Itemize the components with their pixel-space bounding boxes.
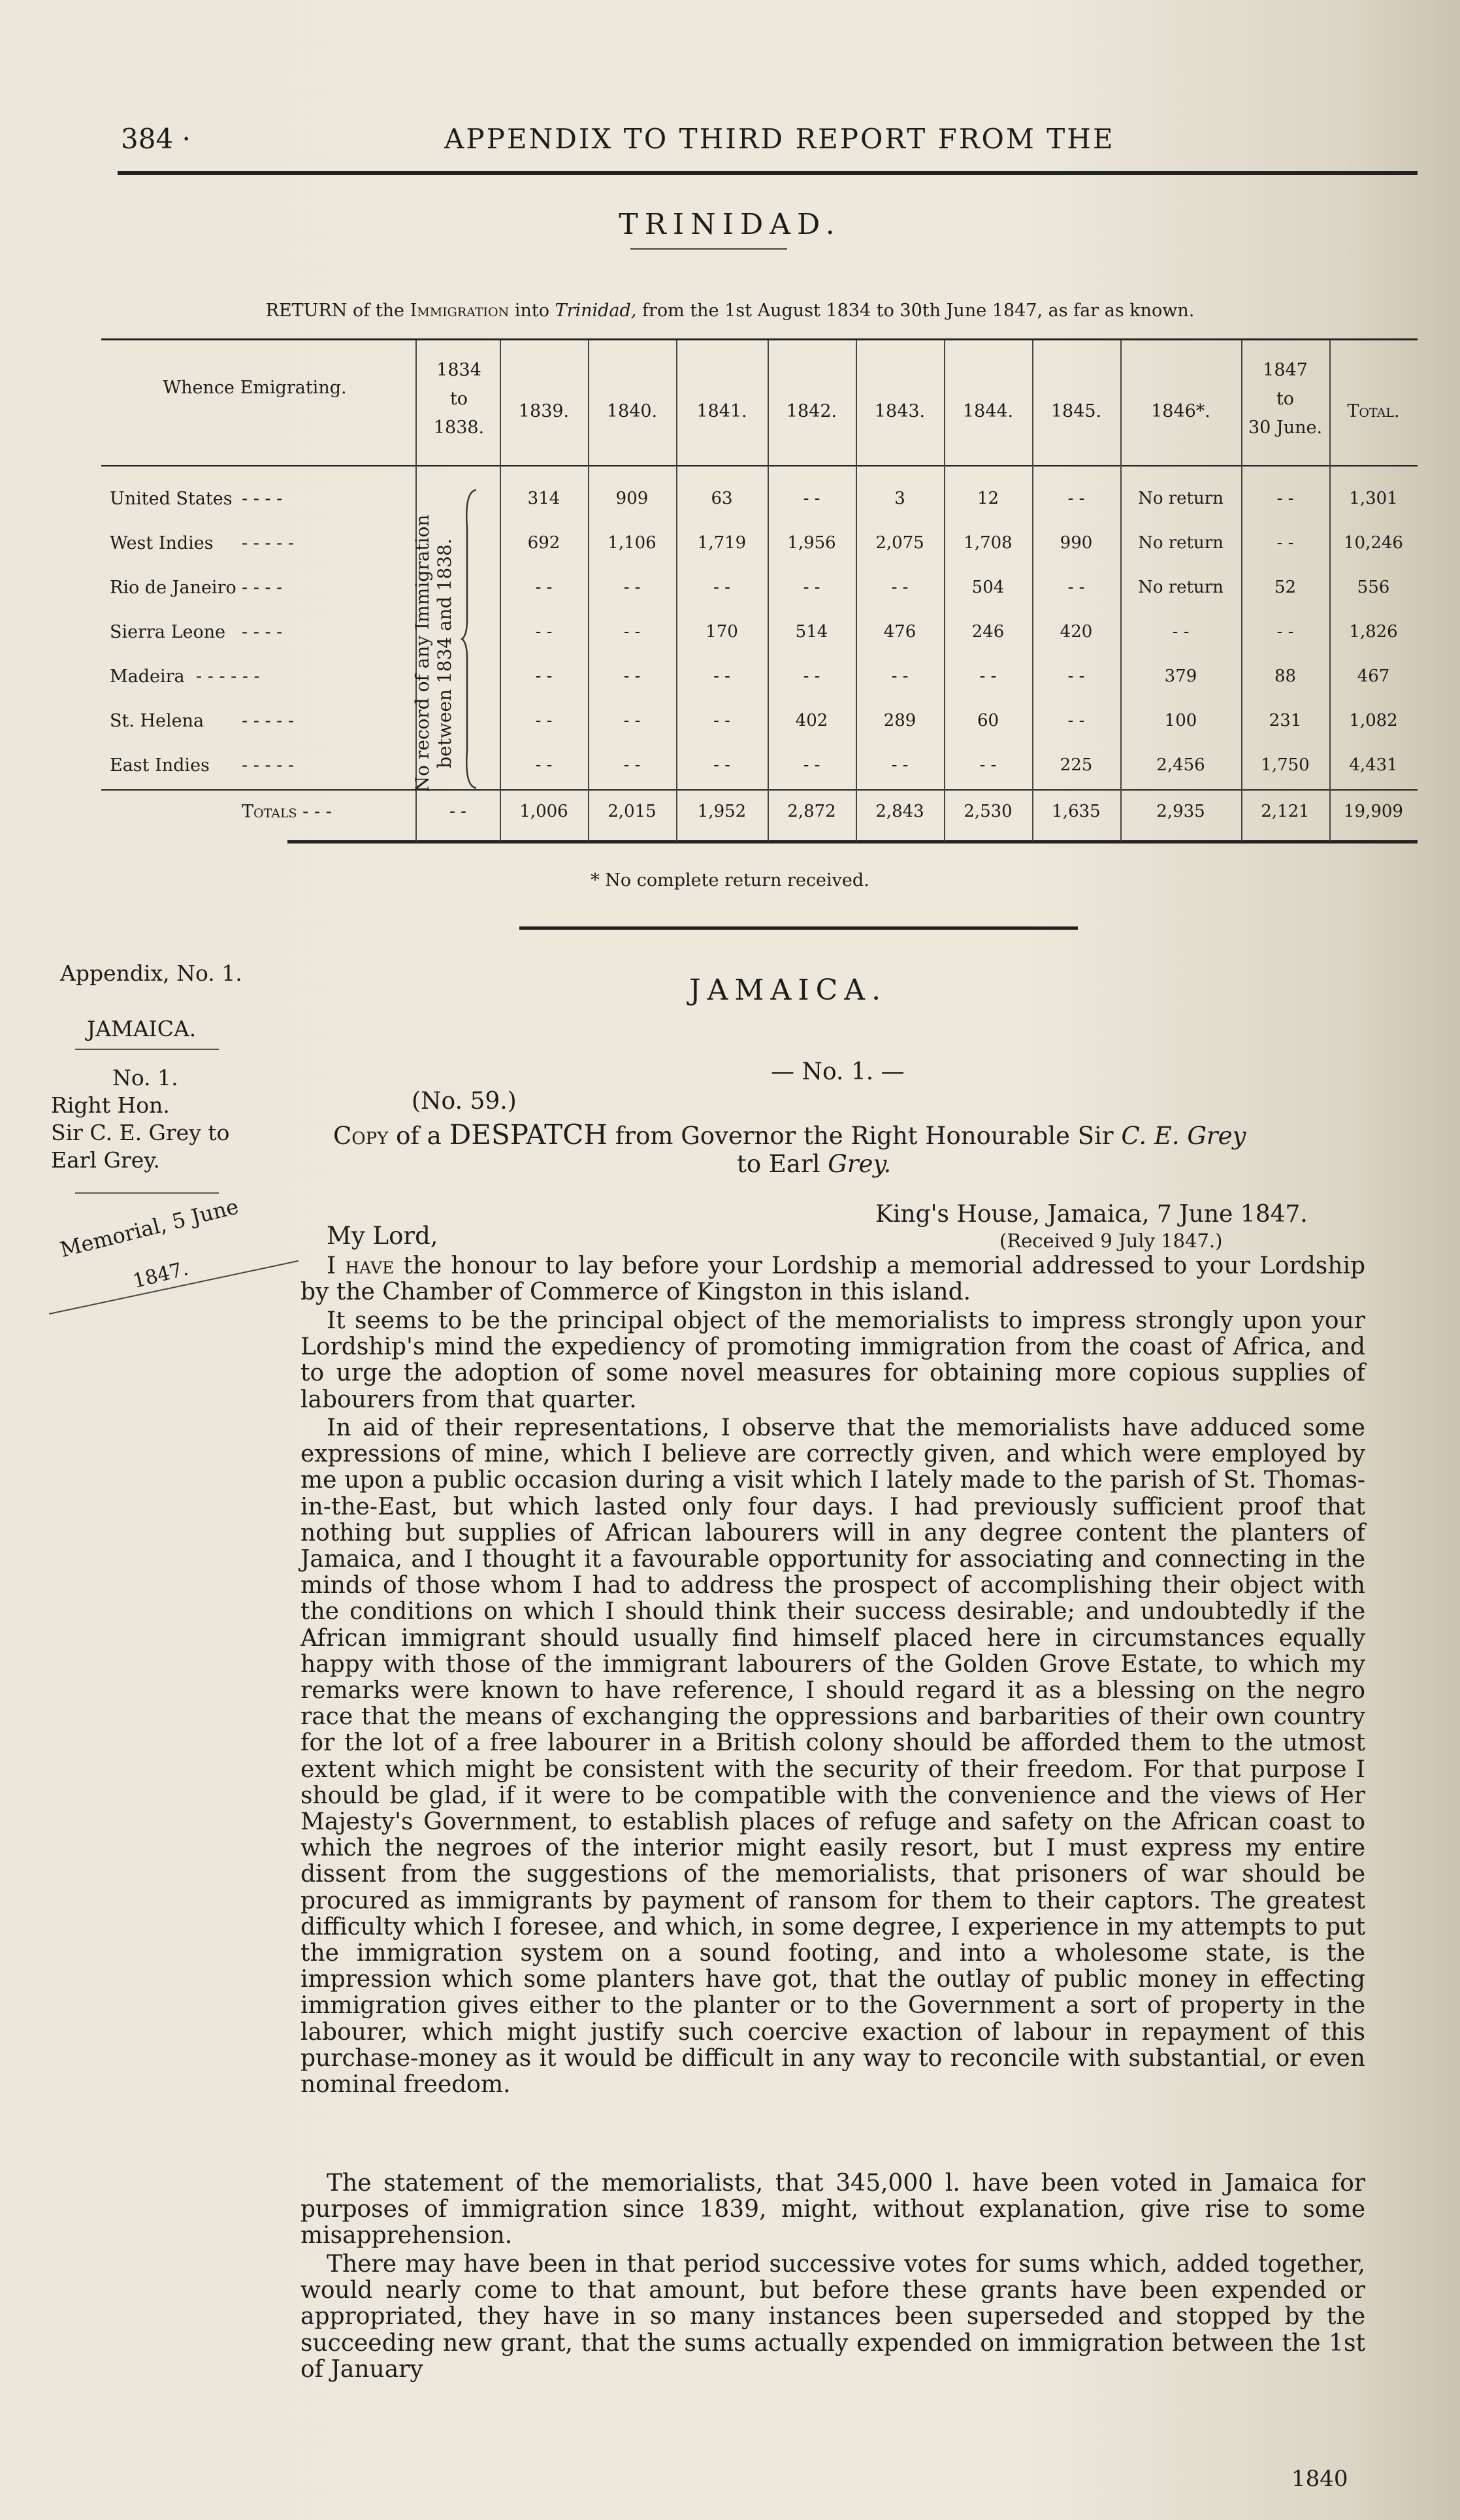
table-cell: 467 bbox=[1357, 666, 1390, 686]
table-cell: - - bbox=[891, 755, 909, 775]
table-cell: - - bbox=[803, 666, 820, 686]
table-cell: 3 bbox=[894, 489, 905, 508]
sidebar-appendix: Appendix, No. 1. bbox=[60, 960, 242, 986]
row-origin: Sierra Leone bbox=[110, 622, 226, 642]
paragraph-2 bbox=[300, 1308, 1365, 1413]
catchword: 1840 bbox=[1291, 2466, 1348, 2492]
table-cell: - - bbox=[535, 666, 553, 686]
table-cell: 231 bbox=[1269, 711, 1302, 730]
table-cell: - - bbox=[713, 578, 730, 597]
row-origin: St. Helena bbox=[110, 711, 204, 731]
row-origin: Madeira bbox=[110, 666, 185, 687]
table-cell: 88 bbox=[1274, 666, 1297, 686]
header-1834-line: 1838. bbox=[433, 417, 485, 438]
table-cell: 1,719 bbox=[697, 533, 747, 553]
table-caption bbox=[0, 301, 1460, 321]
totals-label bbox=[242, 802, 332, 822]
table-cell: - - bbox=[891, 666, 909, 686]
row-leader-dots: - - - - bbox=[242, 578, 283, 598]
table-cell: 1,106 bbox=[608, 533, 657, 553]
table-cell: - - bbox=[803, 755, 820, 775]
table-cell: 379 bbox=[1164, 666, 1197, 686]
header-1845: 1845. bbox=[1050, 401, 1102, 421]
header-1834-line: 1834 bbox=[436, 360, 481, 380]
header-1844: 1844. bbox=[962, 401, 1014, 421]
table-cell: 52 bbox=[1274, 578, 1297, 597]
table-cell: 692 bbox=[527, 533, 560, 553]
totals-cell: 2,530 bbox=[964, 802, 1013, 821]
table-cell: - - bbox=[535, 578, 553, 597]
sidebar-rule bbox=[75, 1049, 219, 1050]
paragraph-text: The statement of the memorialists, that 345,000 l. have been voted in Jamaica for purposes of immigration since 1839, might, without explanation, give rise to some misapprehension. bbox=[300, 2170, 1365, 2250]
table-header-rule bbox=[101, 465, 1418, 466]
header-rule bbox=[118, 171, 1418, 175]
caption-text: from the 1st August 1834 to 30th June 1847, as far as known. bbox=[641, 301, 1195, 321]
totals-cell: 2,872 bbox=[787, 802, 836, 821]
heading-text: to Earl bbox=[737, 1150, 820, 1178]
table-cell: 170 bbox=[706, 622, 738, 642]
totals-cell: 19,909 bbox=[1344, 802, 1403, 821]
table-cell: 225 bbox=[1060, 755, 1093, 775]
table-cell: - - bbox=[1172, 622, 1190, 642]
totals-cell: 1,006 bbox=[519, 802, 568, 821]
table-cell: - - bbox=[803, 578, 820, 597]
received-date: (Received 9 July 1847.) bbox=[999, 1230, 1223, 1252]
opening-words: I have bbox=[327, 1252, 395, 1279]
table-cell: No return bbox=[1138, 489, 1224, 508]
paragraph-text: There may have been in that period successive votes for sums which, added together, would nearly come to that amount, but before these grants have been expended or appropriated, they have in so many instances been superseded and stopped by the succeeding new grant, that the sums actually expended on immigration between the 1st of January bbox=[300, 2251, 1365, 2383]
caption-text: RETURN of the bbox=[265, 301, 404, 321]
trinidad-title: TRINIDAD. bbox=[619, 208, 841, 241]
row-leader-dots: - - - - - bbox=[242, 533, 294, 553]
place-date: King's House, Jamaica, 7 June 1847. bbox=[875, 1201, 1308, 1228]
sidebar-line: Sir C. E. Grey to bbox=[51, 1120, 230, 1145]
table-cell: - - bbox=[1276, 533, 1294, 553]
despatch-heading bbox=[333, 1119, 1246, 1151]
table-cell: 556 bbox=[1357, 578, 1390, 597]
heading-name: C. E. Grey bbox=[1121, 1122, 1246, 1150]
despatch-word: DESPATCH bbox=[449, 1119, 608, 1151]
sidebar-jamaica: JAMAICA. bbox=[87, 1016, 197, 1041]
heading-text: of a bbox=[396, 1122, 442, 1150]
table-cell: - - bbox=[1067, 489, 1085, 508]
table-cell: 10,246 bbox=[1344, 533, 1403, 553]
sidebar-line: Earl Grey. bbox=[51, 1147, 160, 1173]
table-bottom-rule bbox=[287, 840, 1418, 843]
row-leader-dots: - - - - bbox=[242, 489, 283, 509]
totals-cell-1834: - - bbox=[449, 802, 466, 821]
table-cell: - - bbox=[623, 666, 641, 686]
table-cell: No return bbox=[1138, 578, 1224, 597]
table-cell: 990 bbox=[1060, 533, 1093, 553]
totals-cell: 2,843 bbox=[875, 802, 924, 821]
table-cell: - - bbox=[1067, 711, 1085, 730]
despatch-number: — No. 1. — bbox=[771, 1058, 905, 1085]
jamaica-title: JAMAICA. bbox=[689, 974, 888, 1007]
table-cell: 12 bbox=[977, 489, 999, 508]
table-cell: 1,708 bbox=[964, 533, 1013, 553]
table-cell: - - bbox=[979, 666, 997, 686]
table-cell: - - bbox=[623, 578, 641, 597]
paragraph-1 bbox=[300, 1253, 1365, 1305]
section-rule bbox=[519, 926, 1078, 930]
table-cell: - - bbox=[713, 755, 730, 775]
table-cell: 2,456 bbox=[1156, 755, 1205, 775]
header-1843: 1843. bbox=[874, 401, 926, 421]
sidebar-memorial: Memorial, 5 June bbox=[57, 1194, 241, 1262]
row-leader-dots: - - - - - - bbox=[196, 666, 260, 687]
running-title: APPENDIX TO THIRD REPORT FROM THE bbox=[444, 123, 1115, 155]
totals-cell: 1,635 bbox=[1052, 802, 1101, 821]
header-1846: 1846*. bbox=[1151, 401, 1210, 421]
table-cell: - - bbox=[713, 666, 730, 686]
table-cell: No return bbox=[1138, 533, 1224, 553]
row-leader-dots: - - - - - bbox=[242, 711, 294, 731]
paragraph-text: In aid of their representations, I observe that the memorialists have adduced some expressions of mine, which I believe are correctly given, and which were employed by me upon a public occasion during a visit which I lately made to the parish of St. Thomas-in-the-East, but which lasted only four days. I had previously sufficient proof that nothing but supplies of African labourers will in any degree content the planters of Jamaica, and I thought it a favourable opportunity for associating and connecting in the minds of those whom I had to address the prospect of accomplishing their object with the conditions on which I should think their success desirable; and undoubtedly if the African immigrant should usually find himself placed here in circumstances equally happy with those of the immigrant labourers of the Golden Grove Estate, to which my remarks were known to have reference, I should regard it as a blessing on the negro race that the means of exchanging the oppressions and barbarities of their own country for the lot of a free labourer in a British colony should be afforded them to the utmost extent which might be consistent with the security of their freedom. For that purpose I should be glad, if it were to be compatible with the convenience and the views of Her Majesty's Government, to establish places of refuge and safety on the African coast to which the negroes of the interior might easily resort, but I must express my entire dissent from the suggestions of the memorialists, that prisoners of war should be procured as immigrants by payment of ransom for them to their captors. The greatest difficulty which I foresee, and which, in some degree, I experience in my attempts to put the immigration system on a sound footing, and into a wholesome state, is the impression which some planters have got, that the outlay of public money in effecting immigration gives either to the planter or to the Government a sort of property in the labourer, which might justify such coercive exaction of labour in repayment of this purchase-money as it would be difficult in any way to reconcile with substantial, or even nominal freedom. bbox=[300, 1415, 1365, 2099]
totals-rule bbox=[101, 789, 1418, 791]
header-1847 bbox=[1241, 356, 1329, 442]
table-cell: - - bbox=[713, 711, 730, 730]
table-cell: 1,082 bbox=[1349, 711, 1398, 730]
copy-word: Copy bbox=[333, 1122, 389, 1150]
table-footnote: * No complete return received. bbox=[591, 870, 869, 891]
table-cell: - - bbox=[623, 622, 641, 642]
table-cell: - - bbox=[1067, 666, 1085, 686]
totals-cell: 2,121 bbox=[1261, 802, 1310, 821]
table-cell: - - bbox=[535, 622, 553, 642]
totals-cell: 1,952 bbox=[697, 802, 747, 821]
header-1847-line: 1847 bbox=[1263, 360, 1308, 380]
table-cell: 1,301 bbox=[1349, 489, 1398, 508]
sidebar-line: Right Hon. bbox=[51, 1092, 170, 1118]
header-1834-line: to bbox=[449, 389, 468, 409]
sidebar-memorial-year: 1847. bbox=[131, 1257, 191, 1293]
table-cell: - - bbox=[623, 755, 641, 775]
table-cell: 246 bbox=[971, 622, 1005, 642]
table-cell: - - bbox=[803, 489, 820, 508]
page-number: 384 · bbox=[121, 123, 191, 155]
table-cell: 60 bbox=[977, 711, 999, 730]
row-leader-dots: - - - - - bbox=[242, 755, 294, 776]
sidebar-no1: No. 1. bbox=[112, 1065, 178, 1090]
header-1841: 1841. bbox=[696, 401, 747, 421]
table-cell: 1,956 bbox=[787, 533, 836, 553]
heading-name: Grey. bbox=[828, 1150, 892, 1178]
table-cell: - - bbox=[891, 578, 909, 597]
table-cell: 314 bbox=[527, 489, 560, 508]
table-cell: 2,075 bbox=[875, 533, 924, 553]
table-cell: 63 bbox=[711, 489, 733, 508]
row-origin: Rio de Janeiro bbox=[110, 578, 236, 598]
despatch-heading-2 bbox=[737, 1150, 891, 1178]
table-cell: 402 bbox=[795, 711, 828, 730]
table-top-rule bbox=[101, 338, 1418, 340]
header-1847-line: 30 June. bbox=[1248, 417, 1323, 438]
row-origin: United States bbox=[110, 489, 233, 509]
table-cell: 909 bbox=[615, 489, 649, 508]
table-cell: 420 bbox=[1060, 622, 1093, 642]
table-cell: - - bbox=[535, 755, 553, 775]
table-cell: 1,750 bbox=[1261, 755, 1310, 775]
caption-place: Trinidad, bbox=[555, 301, 637, 321]
header-1834 bbox=[418, 356, 500, 442]
totals-cell: 2,935 bbox=[1156, 802, 1205, 821]
header-total: Total. bbox=[1347, 401, 1400, 421]
title-underline bbox=[630, 248, 787, 250]
header-1839: 1839. bbox=[518, 401, 570, 421]
brace-icon bbox=[461, 489, 478, 789]
table-cell: - - bbox=[1276, 489, 1294, 508]
table-cell: 476 bbox=[883, 622, 917, 642]
header-1840: 1840. bbox=[606, 401, 658, 421]
table-cell: - - bbox=[623, 711, 641, 730]
table-cell: - - bbox=[535, 711, 553, 730]
table-cell: 4,431 bbox=[1349, 755, 1398, 775]
row-origin: West Indies bbox=[110, 533, 214, 553]
no-record-note: No record of any Immigration between 1834 and 1838. bbox=[412, 514, 455, 793]
paragraph-5 bbox=[300, 2251, 1365, 2383]
caption-text: into bbox=[514, 301, 549, 321]
sidebar-rule bbox=[75, 1192, 219, 1194]
row-origin: East Indies bbox=[110, 755, 210, 776]
header-whence: Whence Emigrating. bbox=[163, 378, 347, 398]
heading-text: from Governor the Right Honourable Sir bbox=[615, 1122, 1114, 1150]
despatch-no59: (No. 59.) bbox=[412, 1088, 517, 1115]
header-1847-line: to bbox=[1276, 389, 1295, 409]
table-cell: - - bbox=[979, 755, 997, 775]
salutation: My Lord, bbox=[327, 1222, 438, 1250]
table-cell: 504 bbox=[971, 578, 1005, 597]
row-leader-dots: - - - - bbox=[242, 622, 283, 642]
paragraph-3 bbox=[300, 1415, 1365, 2098]
table-cell: 100 bbox=[1164, 711, 1197, 730]
table-cell: - - bbox=[1067, 578, 1085, 597]
totals-cell: 2,015 bbox=[608, 802, 657, 821]
table-cell: 1,826 bbox=[1349, 622, 1398, 642]
table-cell: - - bbox=[1276, 622, 1294, 642]
paragraph-4 bbox=[300, 2170, 1365, 2250]
table-cell: 289 bbox=[883, 711, 917, 730]
header-1842: 1842. bbox=[786, 401, 837, 421]
paragraph-text: the honour to lay before your Lordship a memorial addressed to your Lordship by the Chamber of Commerce of Kingston in this island. bbox=[300, 1252, 1365, 1306]
table-cell: 514 bbox=[795, 622, 828, 642]
paragraph-text: It seems to be the principal object of the memorialists to impress strongly upon your Lordship's mind the expediency of promoting immigration from the coast of Africa, and to urge the adoption of some novel measures for obtaining more copious supplies of labourers from that quarter. bbox=[300, 1307, 1365, 1413]
caption-smallcaps: Immigration bbox=[410, 301, 510, 321]
totals-label-text: Totals - - - bbox=[242, 802, 332, 822]
